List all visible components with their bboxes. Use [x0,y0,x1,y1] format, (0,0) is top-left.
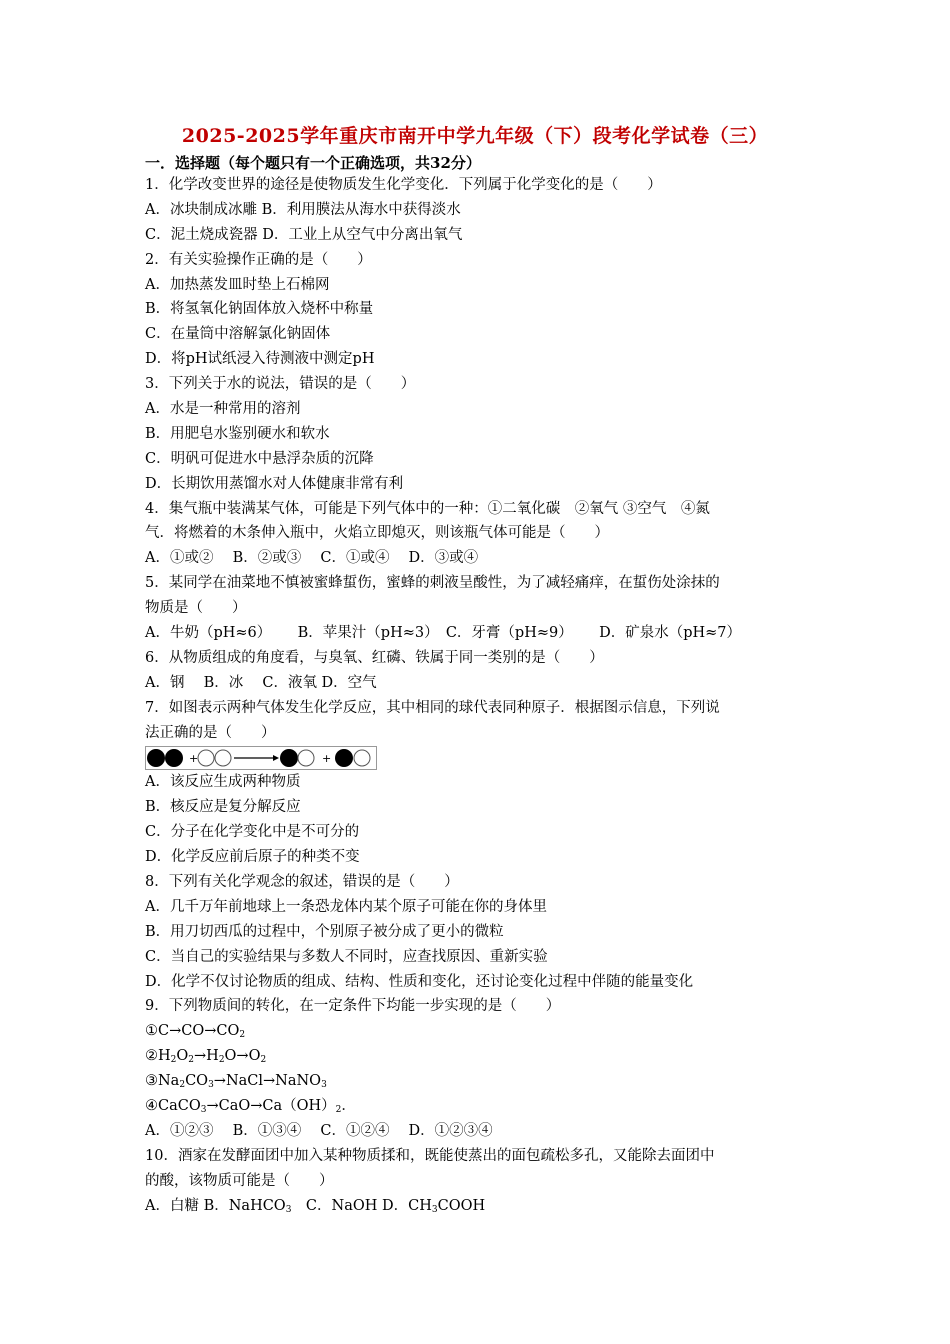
question-stem-line-1: 7．如图表示两种气体发生化学反应，其中相同的球代表同种原子．根据图示信息，下列说 [145,699,720,716]
question-stem: 1．化学改变世界的途径是使物质发生化学变化．下列属于化学变化的是（ ） [145,177,662,193]
reaction-diagram [145,745,815,770]
question-stem-line-2: 的酸，该物质可能是（ ） [145,1172,334,1189]
options: A．白糖 B．NaHCO$_3$ C．NaOH D．$CH_3COOH$ [145,1197,486,1215]
question-7 [145,696,815,870]
question-2 [145,248,815,372]
white-atom [215,750,231,766]
question-3 [145,372,815,496]
option-b: B．用肥皂水鉴别硬水和软水 [145,425,330,442]
white-atom [298,750,314,766]
question-9 [145,994,815,1143]
option-d: D．将pH试纸浸入待测液中测定pH [145,351,375,368]
question-stem-line-1: 10．酒家在发酵面团中加入某种物质揉和，既能使蒸出的面包疏松多孔，又能除去面团中 [145,1147,715,1164]
section-heading: 一．选择题（每个题只有一个正确选项，共32分） [145,154,481,172]
plus-sign: + [189,751,199,765]
options: A．钢 B．冰 C．液氧 D．空气 [145,674,377,691]
molecule-reaction-figure [145,746,377,770]
options-ab: A．冰块制成冰雕 B．利用膜法从海水中获得淡水 [145,201,461,218]
question-stem: 6．从物质组成的角度看，与臭氧、红磷、铁属于同一类别的是（ ） [145,649,604,666]
conversion-3: $③Na_2CO_3\to NaCl\to NaNO_3$ [145,1073,327,1091]
option-c: C．当自己的实验结果与多数人不同时，应查找原因、重新实验 [145,948,548,965]
option-a: A．加热蒸发皿时垫上石棉网 [145,276,330,293]
black-atom [147,749,165,767]
question-list [145,173,815,1218]
exam-title: 2025-2025学年重庆市南开中学九年级（下）段考化学试卷（三） [181,125,769,147]
question-stem-line-2: 物质是（ ） [145,600,247,617]
black-atom [335,749,353,767]
question-5 [145,571,815,646]
question-8 [145,870,815,994]
black-atom [280,749,298,767]
question-stem-line-2: 法正确的是（ ） [145,724,276,741]
option-b: B．核反应是复分解反应 [145,799,301,816]
option-d: D．化学不仅讨论物质的组成、结构、性质和变化，还讨论变化过程中伴随的能量变化 [145,973,694,990]
conversion-2: $②H_2O_2\to H_2O\to O_2$ [145,1048,267,1066]
options: A．牛奶（pH≈6） B．苹果汁（pH≈3） C．牙膏（pH≈9） D．矿泉水（pH≈7） [145,625,742,642]
plus-sign: + [322,751,332,765]
option-c: C．在量筒中溶解氯化钠固体 [145,326,331,343]
question-stem-line-1: 5．某同学在油菜地不慎被蜜蜂蜇伤，蜜蜂的刺液呈酸性，为了减轻痛痒，在蜇伤处涂抹的 [145,575,720,592]
option-b: B．将氢氧化钠固体放入烧杯中称量 [145,301,374,318]
option-a: A．该反应生成两种物质 [145,774,301,791]
option-a: A．水是一种常用的溶剂 [145,401,301,418]
conversion-4: $④CaCO_3\to CaO\to Ca(OH)_2$． [145,1097,356,1115]
option-a: A．几千万年前地球上一条恐龙体内某个原子可能在你的身体里 [145,898,547,915]
options: A．①②③ B．①③④ C．①②④ D．①②③④ [145,1122,493,1139]
conversion-1: $①C\to CO\to CO_2$ [145,1023,246,1041]
question-stem: 2．有关实验操作正确的是（ ） [145,251,372,268]
question-stem: 9．下列物质间的转化，在一定条件下均能一步实现的是（ ） [145,998,561,1015]
question-stem-line-2: 气．将燃着的木条伸入瓶中，火焰立即熄灭，则该瓶气体可能是（ ） [145,525,609,542]
options: A．①或② B．②或③ C．①或④ D．③或④ [145,550,479,567]
question-10 [145,1144,815,1219]
question-stem: 3．下列关于水的说法，错误的是（ ） [145,376,416,393]
option-d: D．化学反应前后原子的种类不变 [145,849,360,866]
options-cd: C．泥土烧成瓷器 D．工业上从空气中分离出氧气 [145,226,463,243]
option-b: B．用刀切西瓜的过程中，个别原子被分成了更小的微粒 [145,923,504,940]
black-atom [165,749,183,767]
reaction-arrow-head [273,755,279,761]
question-1 [145,173,815,248]
question-4 [145,497,815,572]
option-c: C．分子在化学变化中是不可分的 [145,824,360,841]
option-d: D．长期饮用蒸馏水对人体健康非常有利 [145,475,404,492]
question-6 [145,646,815,696]
white-atom [354,750,370,766]
option-c: C．明矾可促进水中悬浮杂质的沉降 [145,450,374,467]
question-stem: 8．下列有关化学观念的叙述，错误的是（ ） [145,873,459,890]
question-stem-line-1: 4．集气瓶中装满某气体，可能是下列气体中的一种：①二氧化碳 ②氧气 ③空气 ④氮 [145,500,710,517]
white-atom [198,750,214,766]
